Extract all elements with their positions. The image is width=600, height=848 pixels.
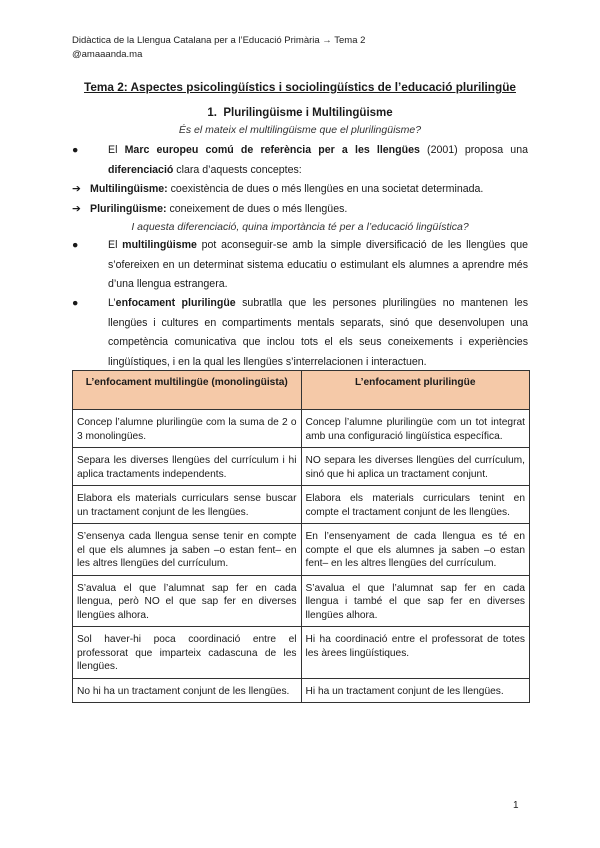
table-cell: Concep l’alumne plurilingüe com un tot integrat amb una configuració lingüística específica. bbox=[301, 410, 530, 448]
section-heading bbox=[72, 107, 528, 119]
table-cell: S’ensenya cada llengua sense tenir en compte el que els alumnes ja saben –o estan fent– en les altres llengües del currículum. bbox=[73, 524, 302, 576]
table-row bbox=[73, 486, 530, 524]
table-row bbox=[73, 575, 530, 627]
table-header-row bbox=[73, 371, 530, 410]
header-multilingual: L’enfocament multilingüe (monolingüista) bbox=[73, 371, 302, 410]
definition-multilingualism: coexistència de dues o més llengües en una societat determinada. bbox=[167, 183, 484, 195]
arrow-right-icon: ➔ bbox=[72, 203, 81, 215]
bullet-icon: ● bbox=[72, 297, 79, 309]
question-1: És el mateix el multilingüisme que el plurilingüisme? bbox=[178, 124, 422, 136]
table-cell: En l’ensenyament de cada llengua es té en compte el que els alumnes ja saben –o estan fent– en les altres llengües del currículum. bbox=[301, 524, 530, 576]
table-cell: Hi ha coordinació entre el professorat de totes les àrees lingüístiques. bbox=[301, 627, 530, 679]
arrow-item-2 bbox=[72, 200, 528, 220]
comparison-table bbox=[72, 370, 530, 703]
bullet-3 bbox=[72, 294, 528, 372]
table-cell: Concep l’alumne plurilingüe com la suma de 2 o 3 monolingües. bbox=[73, 410, 302, 448]
header-course: Didàctica de la Llengua Catalana per a l’Educació Primària → Tema 2 bbox=[72, 35, 366, 46]
bullet-1-text: El Marc europeu comú de referència per a les llengües (2001) proposa una diferenciació clara d’aquests conceptes: bbox=[108, 144, 528, 176]
definition-plurilingualism: coneixement de dues o més llengües. bbox=[166, 203, 348, 215]
table-row bbox=[73, 448, 530, 486]
section-number: 1. bbox=[207, 107, 217, 119]
header-author: @amaaanda.ma bbox=[72, 49, 143, 60]
bullet-icon: ● bbox=[72, 239, 79, 251]
section-title: Plurilingüisme i Multilingüisme bbox=[223, 107, 393, 119]
bullet-2 bbox=[72, 236, 528, 295]
table-row bbox=[73, 627, 530, 679]
document-title: Tema 2: Aspectes psicolingüístics i sociolingüístics de l’educació plurilingüe bbox=[83, 80, 516, 94]
page-number: 1 bbox=[513, 800, 519, 811]
arrow-right-icon: ➔ bbox=[72, 183, 81, 195]
bullet-icon: ● bbox=[72, 144, 79, 156]
term-multilingualism: Multilingüisme: bbox=[90, 183, 168, 195]
table-cell: S’avalua el que l’alumnat sap fer en cada llengua, però NO el que sap fer en diverses llengües alhora. bbox=[73, 575, 302, 627]
arrow-item-1 bbox=[72, 180, 528, 200]
table-row bbox=[73, 524, 530, 576]
table-cell: NO separa les diverses llengües del currículum, sinó que hi aplica un tractament conjunt. bbox=[301, 448, 530, 486]
table-cell: S’avalua el que l’alumnat sap fer en cada llengua i també el que sap fer en diverses llengües alhora. bbox=[301, 575, 530, 627]
bullet-2-text: El multilingüisme pot aconseguir-se amb la simple diversificació de les llengües que s’ofereixen en un determinat sistema educatiu o estimulant els alumnes a aprendre més d’una llengua estrangera. bbox=[108, 239, 528, 290]
table-cell: Elabora els materials curriculars sense buscar un tractament conjunt de les llengües. bbox=[73, 486, 302, 524]
table-cell: Separa les diverses llengües del currículum i hi aplica tractaments independents. bbox=[73, 448, 302, 486]
table-row bbox=[73, 410, 530, 448]
question-2: I aquesta diferenciació, quina importància té per a l’educació lingüística? bbox=[131, 221, 469, 233]
table-cell: Sol haver-hi poca coordinació entre el professorat que imparteix cadascuna de les llengües. bbox=[73, 627, 302, 679]
table-cell: Hi ha un tractament conjunt de les llengües. bbox=[301, 678, 530, 703]
page-header bbox=[72, 34, 365, 62]
header-plurilingual: L’enfocament plurilingüe bbox=[301, 371, 530, 410]
bullet-3-text: L’enfocament plurilingüe subratlla que les persones plurilingües no mantenen les llengües i cultures en compartiments mentals separats, sinó que desenvolupen una competència comunicativa que inclou tots el els seus coneixements i experiències lingüístiques, i en la qual les llengües s’interrelacionen i interactuen. bbox=[108, 297, 528, 368]
table-row bbox=[73, 678, 530, 703]
table-cell: No hi ha un tractament conjunt de les llengües. bbox=[73, 678, 302, 703]
bullet-1 bbox=[72, 141, 528, 180]
table-cell: Elabora els materials curriculars tenint en compte el tractament conjunt de les llengües. bbox=[301, 486, 530, 524]
term-plurilingualism: Plurilingüisme: bbox=[90, 203, 167, 215]
